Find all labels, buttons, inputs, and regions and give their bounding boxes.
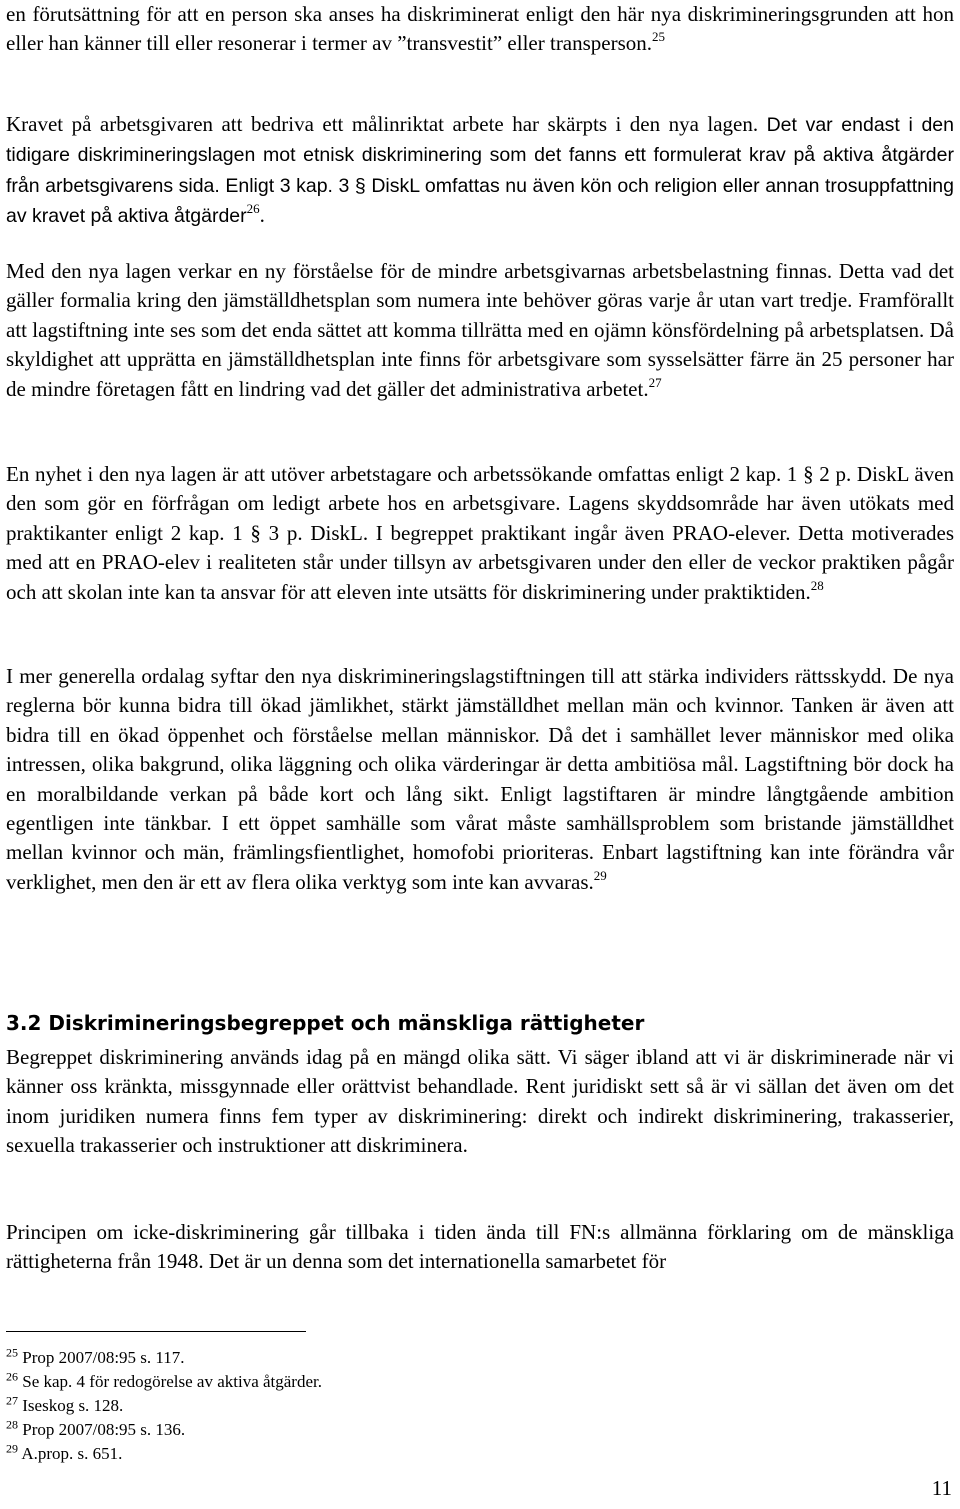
paragraph-text: Principen om icke-diskriminering går tillbaka i tiden ända till FN:s allmänna förklaring om de mänskliga rättigheterna från 1948. Det är un denna som det internationella samarbetet för (6, 1220, 954, 1274)
page-number: 11 (931, 1476, 952, 1500)
footnote-separator (6, 1331, 306, 1332)
paragraph-text: I mer generella ordalag syftar den nya diskrimineringslagstiftningen till att stärka individers rättsskydd. De nya reglerna bör kunna bidra till ökad jämlikhet, stärkt jämställdhet mellan män och kvinnor. Tanken är även att bidra till en ökad öppenhet och förståelse mellan människor. Då det i samhället lever människor med olika intressen, olika bakgrund, olika läggning och olika värderingar är detta ambitiösa mål. Lagstiftning bör dock ha en moralbildande verkan på både kort och lång sikt. Enligt lagstiftaren är mindre långtgående ambition egentligen inte tänkbar. I ett öppet samhälle som vårat måste samhällsproblem som bristande jämställdhet mellan kvinnor och män, främlingsfientlighet, homofobi prioriteras. Enbart lagstiftning kan inte förändra vår verklighet, men den är ett av flera olika verktyg som inte kan avvaras. (6, 664, 954, 894)
footnote-number: 29 (6, 1441, 18, 1456)
paragraph-7 (6, 1218, 954, 1277)
footnote-ref: 27 (648, 374, 662, 390)
paragraph-4 (6, 460, 954, 607)
paragraph-suffix: . (259, 203, 265, 228)
footnote-ref: 28 (810, 577, 824, 593)
footnote-number: 28 (6, 1417, 18, 1432)
paragraph-6 (6, 1043, 954, 1161)
footnote (6, 1370, 322, 1394)
footnote (6, 1418, 322, 1442)
footnote-ref: 26 (246, 201, 260, 217)
paragraph-2 (6, 110, 954, 232)
paragraph-text: en förutsättning för att en person ska anses ha diskriminerat enligt den här nya diskrimineringsgrunden att hon eller han känner till eller resonerar i termer av ”transvestit” eller transperson. (6, 2, 954, 56)
footnote-ref: 25 (652, 29, 666, 45)
paragraph-5 (6, 662, 954, 897)
footnote (6, 1394, 322, 1418)
footnote-text: Iseskog s. 128. (22, 1396, 124, 1415)
footnote-text: Prop 2007/08:95 s. 117. (22, 1348, 185, 1367)
footnote (6, 1346, 322, 1370)
footnotes (6, 1346, 322, 1466)
footnote-number: 26 (6, 1369, 18, 1384)
paragraph-text: En nyhet i den nya lagen är att utöver arbetstagare och arbetssökande omfattas enligt 2 kap. 1 § 2 p. DiskL även den som gör en förfrågan om ledigt arbete hos en arbetsgivare. Lagens skyddsområde har även utökats med praktikanter enligt 2 kap. 1 § 3 p. DiskL. I begreppet praktikant ingår även PRAO-elever. Detta motiverades med att en PRAO-elev i realiteten står under tillsyn av arbetsgivaren under den eller de veckor praktiken pågår och att skolan inte kan ta ansvar för att eleven inte utsätts för diskriminering under praktiktiden. (6, 462, 954, 604)
paragraph-text: Med den nya lagen verkar en ny förståelse för de mindre arbetsgivarnas arbetsbelastning finnas. Detta vad det gäller formalia kring den jämställdhetsplan som numera inte behöver göras varje år utan vart tredje. Framförallt att lagstiftning inte ses som det enda sättet att komma tillrätta med en ojämn könsfördelning på arbetsplatsen. Då skyldighet att upprätta en jämställdhetsplan inte finns för arbetsgivare som sysselsätter färre än 25 personer har de mindre företagen fått en lindring vad det gäller det administrativa arbetet. (6, 259, 954, 401)
footnote-ref: 29 (593, 867, 607, 883)
footnote-number: 27 (6, 1393, 18, 1408)
footnote (6, 1442, 322, 1466)
footnote-number: 25 (6, 1345, 18, 1360)
paragraph-1 (6, 0, 954, 59)
footnote-text: A.prop. s. 651. (21, 1444, 123, 1463)
paragraph-3 (6, 257, 954, 404)
footnote-text: Prop 2007/08:95 s. 136. (22, 1420, 186, 1439)
paragraph-text: Kravet på arbetsgivaren att bedriva ett målinriktat arbete har skärpts i den nya lagen. (6, 112, 767, 136)
paragraph-text: Begreppet diskriminering används idag på en mängd olika sätt. Vi säger ibland att vi är diskriminerade när vi känner oss kränkta, missgynnade eller orättvist behandlade. Rent juridiskt sett så är vi sällan det även om det inom juridiken numera finns fem typer av diskriminering: direkt och indirekt diskriminering, trakasserier, sexuella trakasserier och instruktioner att diskriminera. (6, 1045, 954, 1158)
paragraph-text-sans: Det var endast i den tidigare diskrimineringslagen mot etnisk diskriminering som det fanns ett formulerat krav på aktiva åtgärder från arbetsgivarens sida. Enligt 3 kap. 3 § DiskL omfattas nu även kön och religion eller annan trosuppfattning av kravet på aktiva åtgärder (6, 114, 954, 228)
footnote-text: Se kap. 4 för redogörelse av aktiva åtgärder. (22, 1372, 322, 1391)
section-heading: 3.2 Diskrimineringsbegreppet och mänskliga rättigheter (6, 1011, 645, 1035)
